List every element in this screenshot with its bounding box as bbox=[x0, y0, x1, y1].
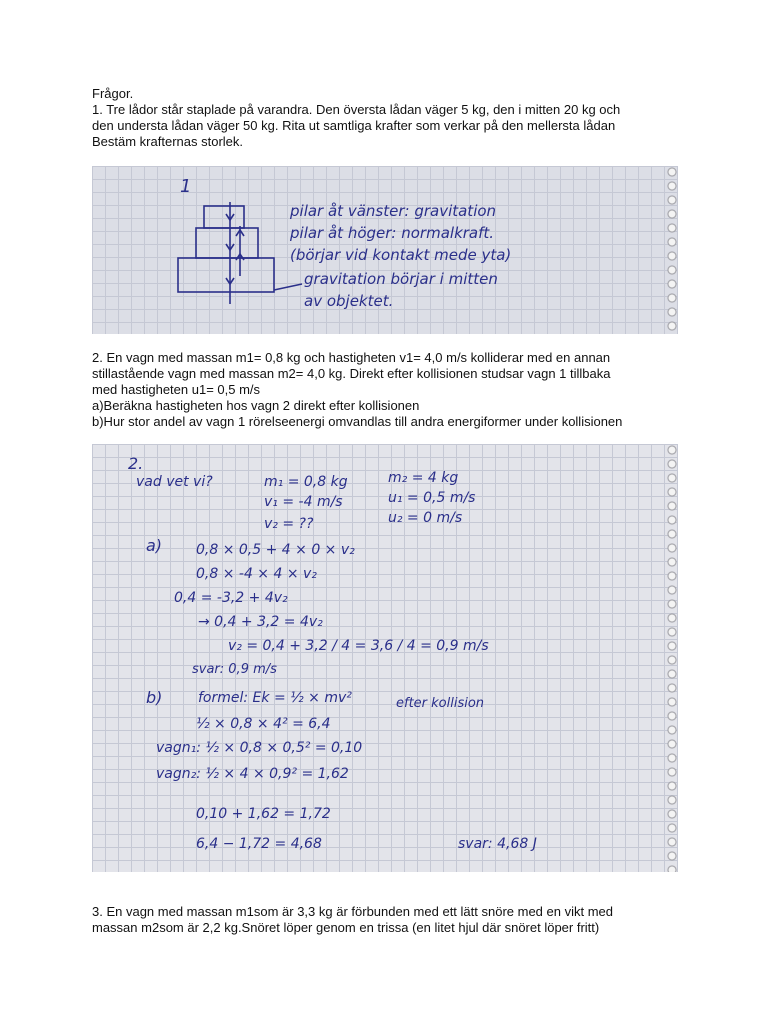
notebook-spiral bbox=[666, 444, 678, 872]
value-v1: v₁ = -4 m/s bbox=[264, 494, 343, 510]
calc-line: vagn₂: ½ × 4 × 0,9² = 1,62 bbox=[156, 766, 349, 782]
question-2-line: b)Hur stor andel av vagn 1 rörelseenergi omvandlas till andra energiformer under kollisionen bbox=[92, 414, 623, 429]
handwritten-photo-2 bbox=[92, 444, 678, 872]
answer-a: svar: 0,9 m/s bbox=[192, 662, 277, 677]
calc-line: ½ × 0,8 × 4² = 6,4 bbox=[196, 716, 331, 732]
middle-box bbox=[196, 228, 258, 258]
question-2-line: med hastigheten u1= 0,5 m/s bbox=[92, 382, 261, 397]
calc-line: 0,10 + 1,62 = 1,72 bbox=[196, 806, 331, 822]
question-2-block bbox=[92, 350, 692, 430]
top-box bbox=[204, 206, 244, 228]
problem-number: 2. bbox=[128, 454, 144, 473]
part-a-label: a) bbox=[146, 536, 163, 555]
question-3-block bbox=[92, 904, 692, 936]
question-1-block bbox=[92, 86, 692, 150]
question-1-line: Bestäm krafternas storlek. bbox=[92, 134, 243, 149]
pointer-line bbox=[274, 284, 302, 290]
value-u2: u₂ = 0 m/s bbox=[388, 510, 463, 526]
question-3-line: 3. En vagn med massan m1som är 3,3 kg är förbunden med ett lätt snöre med en vikt med bbox=[92, 904, 613, 919]
note-line: pilar åt höger: normalkraft. bbox=[290, 224, 495, 242]
calc-line: 0,8 × 0,5 + 4 × 0 × v₂ bbox=[196, 542, 355, 558]
calc-line: 0,4 = -3,2 + 4v₂ bbox=[174, 590, 288, 606]
answer-b: svar: 4,68 J bbox=[458, 836, 537, 852]
known-label: vad vet vi? bbox=[136, 474, 213, 490]
part-b-label: b) bbox=[146, 688, 163, 707]
problem-number: 1 bbox=[180, 176, 192, 197]
note-line: gravitation börjar i mitten bbox=[304, 270, 498, 288]
bottom-box bbox=[178, 258, 274, 292]
calc-line: 6,4 − 1,72 = 4,68 bbox=[196, 836, 322, 852]
note-line: (börjar vid kontakt mede yta) bbox=[290, 246, 512, 264]
calc-line: vagn₁: ½ × 0,8 × 0,5² = 0,10 bbox=[156, 740, 363, 756]
calc-line: formel: Ek = ½ × mv² bbox=[198, 690, 352, 706]
question-2-line: 2. En vagn med massan m1= 0,8 kg och hastigheten v1= 4,0 m/s kolliderar med en annan bbox=[92, 350, 611, 365]
handwritten-photo-1 bbox=[92, 166, 678, 334]
note-line: av objektet. bbox=[304, 292, 394, 310]
calc-line: v₂ = 0,4 + 3,2 / 4 = 3,6 / 4 = 0,9 m/s bbox=[228, 638, 489, 654]
after-collision-label: efter kollision bbox=[396, 696, 485, 711]
question-1-line: 1. Tre lådor står staplade på varandra. Den översta lådan väger 5 kg, den i mitten 20 kg och bbox=[92, 102, 621, 117]
value-u1: u₁ = 0,5 m/s bbox=[388, 490, 476, 506]
value-m2: m₂ = 4 kg bbox=[388, 470, 459, 486]
calc-line: 0,8 × -4 × 4 × v₂ bbox=[196, 566, 317, 582]
question-2-line: a)Beräkna hastigheten hos vagn 2 direkt efter kollisionen bbox=[92, 398, 420, 413]
heading-fragor: Frågor. bbox=[92, 86, 134, 101]
calc-line: → 0,4 + 3,2 = 4v₂ bbox=[198, 614, 323, 630]
question-2-line: stillastående vagn med massan m2= 4,0 kg. Direkt efter kollisionen studsar vagn 1 tillbaka bbox=[92, 366, 611, 381]
value-v2: v₂ = ?? bbox=[264, 516, 314, 532]
question-1-line: den understa lådan väger 50 kg. Rita ut samtliga krafter som verkar på den mellersta lådan bbox=[92, 118, 616, 133]
question-3-line: massan m2som är 2,2 kg.Snöret löper genom en trissa (en litet hjul där snöret löper fritt) bbox=[92, 920, 600, 935]
value-m1: m₁ = 0,8 kg bbox=[264, 474, 348, 490]
note-line: pilar åt vänster: gravitation bbox=[290, 202, 497, 220]
